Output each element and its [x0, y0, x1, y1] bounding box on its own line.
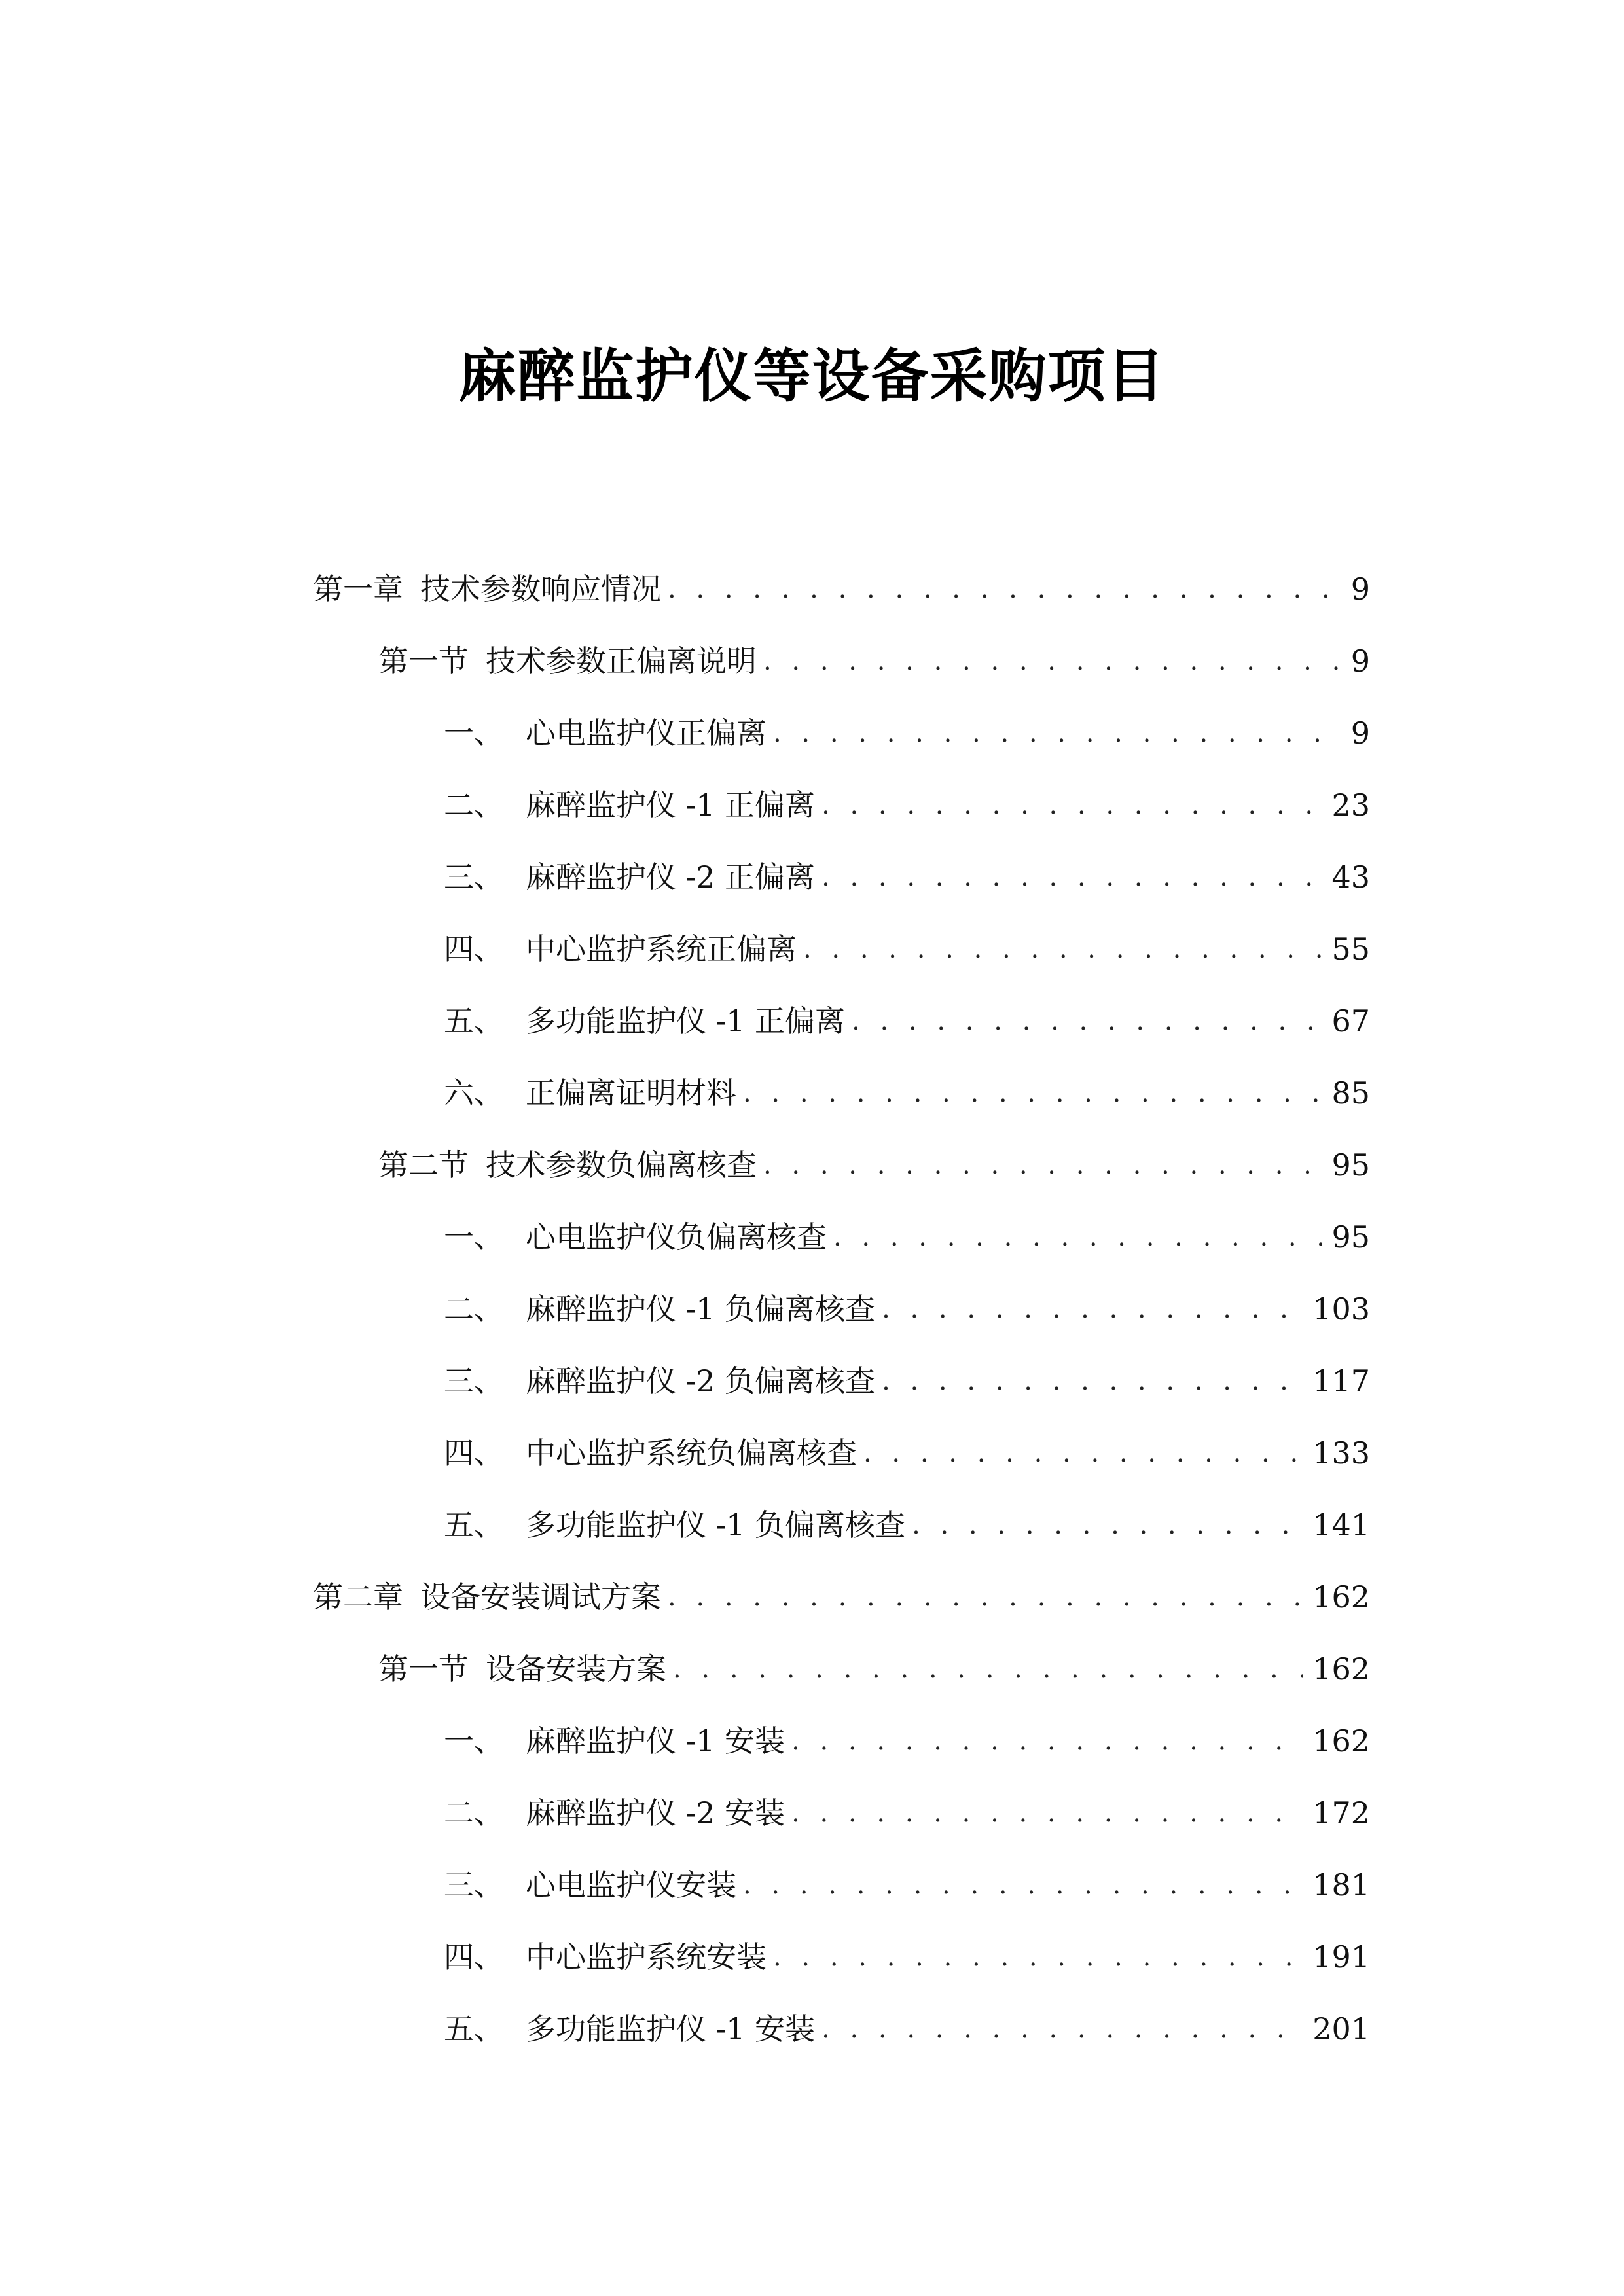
- toc-entry-number: 一、: [444, 1219, 504, 1255]
- toc-entry[interactable]: [0, 553, 1624, 625]
- toc-page-number: 95: [1331, 1147, 1370, 1183]
- toc-entry[interactable]: [0, 1201, 1624, 1273]
- toc-dot-leader: [821, 785, 1322, 825]
- toc-entry-number: 第一节: [378, 643, 469, 679]
- toc-entry-heading: [378, 641, 757, 681]
- toc-dot-leader: [763, 641, 1342, 681]
- table-of-contents: [0, 553, 1624, 2065]
- toc-entry-title: 技术参数负偏离核查: [486, 1147, 757, 1183]
- toc-entry-heading: [378, 1145, 757, 1185]
- toc-page-number: 9: [1350, 571, 1370, 607]
- toc-entry-number: 三、: [444, 859, 504, 895]
- document-title: 麻醉监护仪等设备采购项目: [458, 342, 1166, 410]
- toc-entry-title: 中心监护系统正偏离: [526, 931, 797, 967]
- toc-entry[interactable]: [0, 985, 1624, 1057]
- toc-dot-leader: [773, 1937, 1303, 1977]
- toc-entry[interactable]: [0, 1849, 1624, 1921]
- toc-page-number: 181: [1312, 1867, 1370, 1903]
- toc-entry-heading: [444, 713, 767, 753]
- toc-entry-heading: [444, 1001, 845, 1041]
- toc-dot-leader: [791, 1793, 1303, 1833]
- toc-entry-number: 二、: [444, 1291, 504, 1327]
- toc-entry-title: 麻醉监护仪 -2 安装: [526, 1795, 785, 1831]
- toc-entry-number: 第二节: [378, 1147, 469, 1183]
- toc-entry-title: 中心监护系统负偏离核查: [526, 1435, 857, 1471]
- toc-entry-number: 五、: [444, 1507, 504, 1543]
- toc-page-number: 162: [1312, 1579, 1370, 1615]
- toc-entry-heading: [378, 1649, 666, 1689]
- toc-entry[interactable]: [0, 841, 1624, 913]
- toc-entry-heading: [444, 1865, 736, 1905]
- toc-entry-number: 一、: [444, 715, 504, 751]
- toc-entry-title: 技术参数响应情况: [420, 571, 661, 607]
- toc-entry[interactable]: [0, 1129, 1624, 1201]
- toc-entry-heading: [444, 1793, 785, 1833]
- toc-entry-title: 心电监护仪正偏离: [526, 715, 767, 751]
- toc-entry-title: 麻醉监护仪 -1 正偏离: [526, 787, 816, 823]
- toc-entry-title: 心电监护仪负偏离核查: [526, 1219, 827, 1255]
- toc-entry-title: 中心监护系统安装: [526, 1939, 767, 1975]
- toc-entry-number: 三、: [444, 1363, 504, 1399]
- toc-entry[interactable]: [0, 769, 1624, 841]
- toc-entry-number: 二、: [444, 787, 504, 823]
- toc-page-number: 103: [1312, 1291, 1370, 1327]
- toc-page-number: 85: [1331, 1075, 1370, 1111]
- toc-dot-leader: [763, 1145, 1322, 1185]
- toc-page-number: 162: [1312, 1651, 1370, 1687]
- toc-page-number: 162: [1312, 1723, 1370, 1759]
- toc-entry-title: 多功能监护仪 -1 负偏离核查: [526, 1507, 906, 1543]
- toc-entry-number: 六、: [444, 1075, 504, 1111]
- toc-entry[interactable]: [0, 1993, 1624, 2065]
- toc-dot-leader: [882, 1361, 1303, 1401]
- toc-entry-heading: [444, 1433, 857, 1473]
- toc-dot-leader: [668, 1577, 1303, 1617]
- toc-page-number: 133: [1312, 1435, 1370, 1471]
- toc-entry-title: 技术参数正偏离说明: [486, 643, 757, 679]
- toc-page-number: 23: [1331, 787, 1370, 823]
- toc-dot-leader: [743, 1865, 1303, 1905]
- toc-entry-title: 心电监护仪安装: [526, 1867, 736, 1903]
- toc-entry-number: 一、: [444, 1723, 504, 1759]
- toc-dot-leader: [821, 2009, 1303, 2049]
- toc-entry[interactable]: [0, 1057, 1624, 1129]
- toc-entry-heading: [444, 1289, 875, 1329]
- toc-entry-title: 设备安装方案: [486, 1651, 666, 1687]
- toc-page-number: 67: [1331, 1003, 1370, 1039]
- toc-entry-number: 四、: [444, 1939, 504, 1975]
- toc-entry-title: 麻醉监护仪 -2 负偏离核查: [526, 1363, 876, 1399]
- toc-entry[interactable]: [0, 1489, 1624, 1561]
- toc-entry-title: 麻醉监护仪 -2 正偏离: [526, 859, 816, 895]
- toc-entry-heading: [444, 1937, 767, 1977]
- toc-entry-number: 三、: [444, 1867, 504, 1903]
- toc-entry-title: 正偏离证明材料: [526, 1075, 736, 1111]
- toc-page-number: 117: [1312, 1363, 1370, 1399]
- toc-dot-leader: [803, 929, 1322, 969]
- toc-entry-heading: [444, 929, 797, 969]
- toc-entry-heading: [444, 1721, 785, 1761]
- toc-dot-leader: [821, 857, 1322, 897]
- toc-dot-leader: [791, 1721, 1303, 1761]
- toc-entry-heading: [444, 1217, 827, 1257]
- toc-entry-title: 麻醉监护仪 -1 安装: [526, 1723, 785, 1759]
- toc-entry-heading: [444, 1073, 736, 1113]
- toc-entry-title: 麻醉监护仪 -1 负偏离核查: [526, 1291, 876, 1327]
- toc-entry-number: 五、: [444, 1003, 504, 1039]
- toc-page-number: 141: [1312, 1507, 1370, 1543]
- toc-entry[interactable]: [0, 697, 1624, 769]
- toc-page-number: 201: [1312, 2011, 1370, 2047]
- toc-dot-leader: [852, 1001, 1322, 1041]
- toc-page-number: 9: [1350, 715, 1370, 751]
- toc-entry[interactable]: [0, 1705, 1624, 1777]
- toc-entry-heading: [313, 569, 661, 609]
- toc-page-number: 172: [1312, 1795, 1370, 1831]
- toc-entry[interactable]: [0, 1921, 1624, 1993]
- toc-entry[interactable]: [0, 1633, 1624, 1705]
- toc-entry-title: 多功能监护仪 -1 安装: [526, 2011, 816, 2047]
- toc-page-number: 43: [1331, 859, 1370, 895]
- toc-dot-leader: [668, 569, 1342, 609]
- toc-page-number: 191: [1312, 1939, 1370, 1975]
- toc-entry-heading: [444, 857, 815, 897]
- toc-entry[interactable]: [0, 1777, 1624, 1849]
- toc-entry-heading: [313, 1577, 661, 1617]
- toc-entry-heading: [444, 1361, 875, 1401]
- toc-entry[interactable]: [0, 1345, 1624, 1417]
- toc-entry-number: 第一节: [378, 1651, 469, 1687]
- toc-dot-leader: [833, 1217, 1322, 1257]
- toc-entry-heading: [444, 2009, 815, 2049]
- toc-dot-leader: [863, 1433, 1303, 1473]
- toc-entry-number: 四、: [444, 1435, 504, 1471]
- toc-entry[interactable]: [0, 625, 1624, 697]
- toc-page-number: 95: [1331, 1219, 1370, 1255]
- toc-entry[interactable]: [0, 1273, 1624, 1345]
- toc-entry-heading: [444, 1505, 905, 1545]
- toc-entry-number: 第二章: [313, 1579, 403, 1615]
- toc-entry-number: 五、: [444, 2011, 504, 2047]
- toc-entry-title: 多功能监护仪 -1 正偏离: [526, 1003, 846, 1039]
- toc-entry-heading: [444, 785, 815, 825]
- toc-dot-leader: [673, 1649, 1303, 1689]
- toc-dot-leader: [912, 1505, 1303, 1545]
- toc-dot-leader: [773, 713, 1342, 753]
- toc-dot-leader: [882, 1289, 1303, 1329]
- toc-entry[interactable]: [0, 1417, 1624, 1489]
- toc-page-number: 55: [1331, 931, 1370, 967]
- toc-entry-number: 第一章: [313, 571, 403, 607]
- toc-entry-number: 四、: [444, 931, 504, 967]
- toc-entry-title: 设备安装调试方案: [420, 1579, 661, 1615]
- toc-entry[interactable]: [0, 913, 1624, 985]
- toc-dot-leader: [743, 1073, 1322, 1113]
- toc-entry[interactable]: [0, 1561, 1624, 1633]
- toc-page-number: 9: [1350, 643, 1370, 679]
- toc-entry-number: 二、: [444, 1795, 504, 1831]
